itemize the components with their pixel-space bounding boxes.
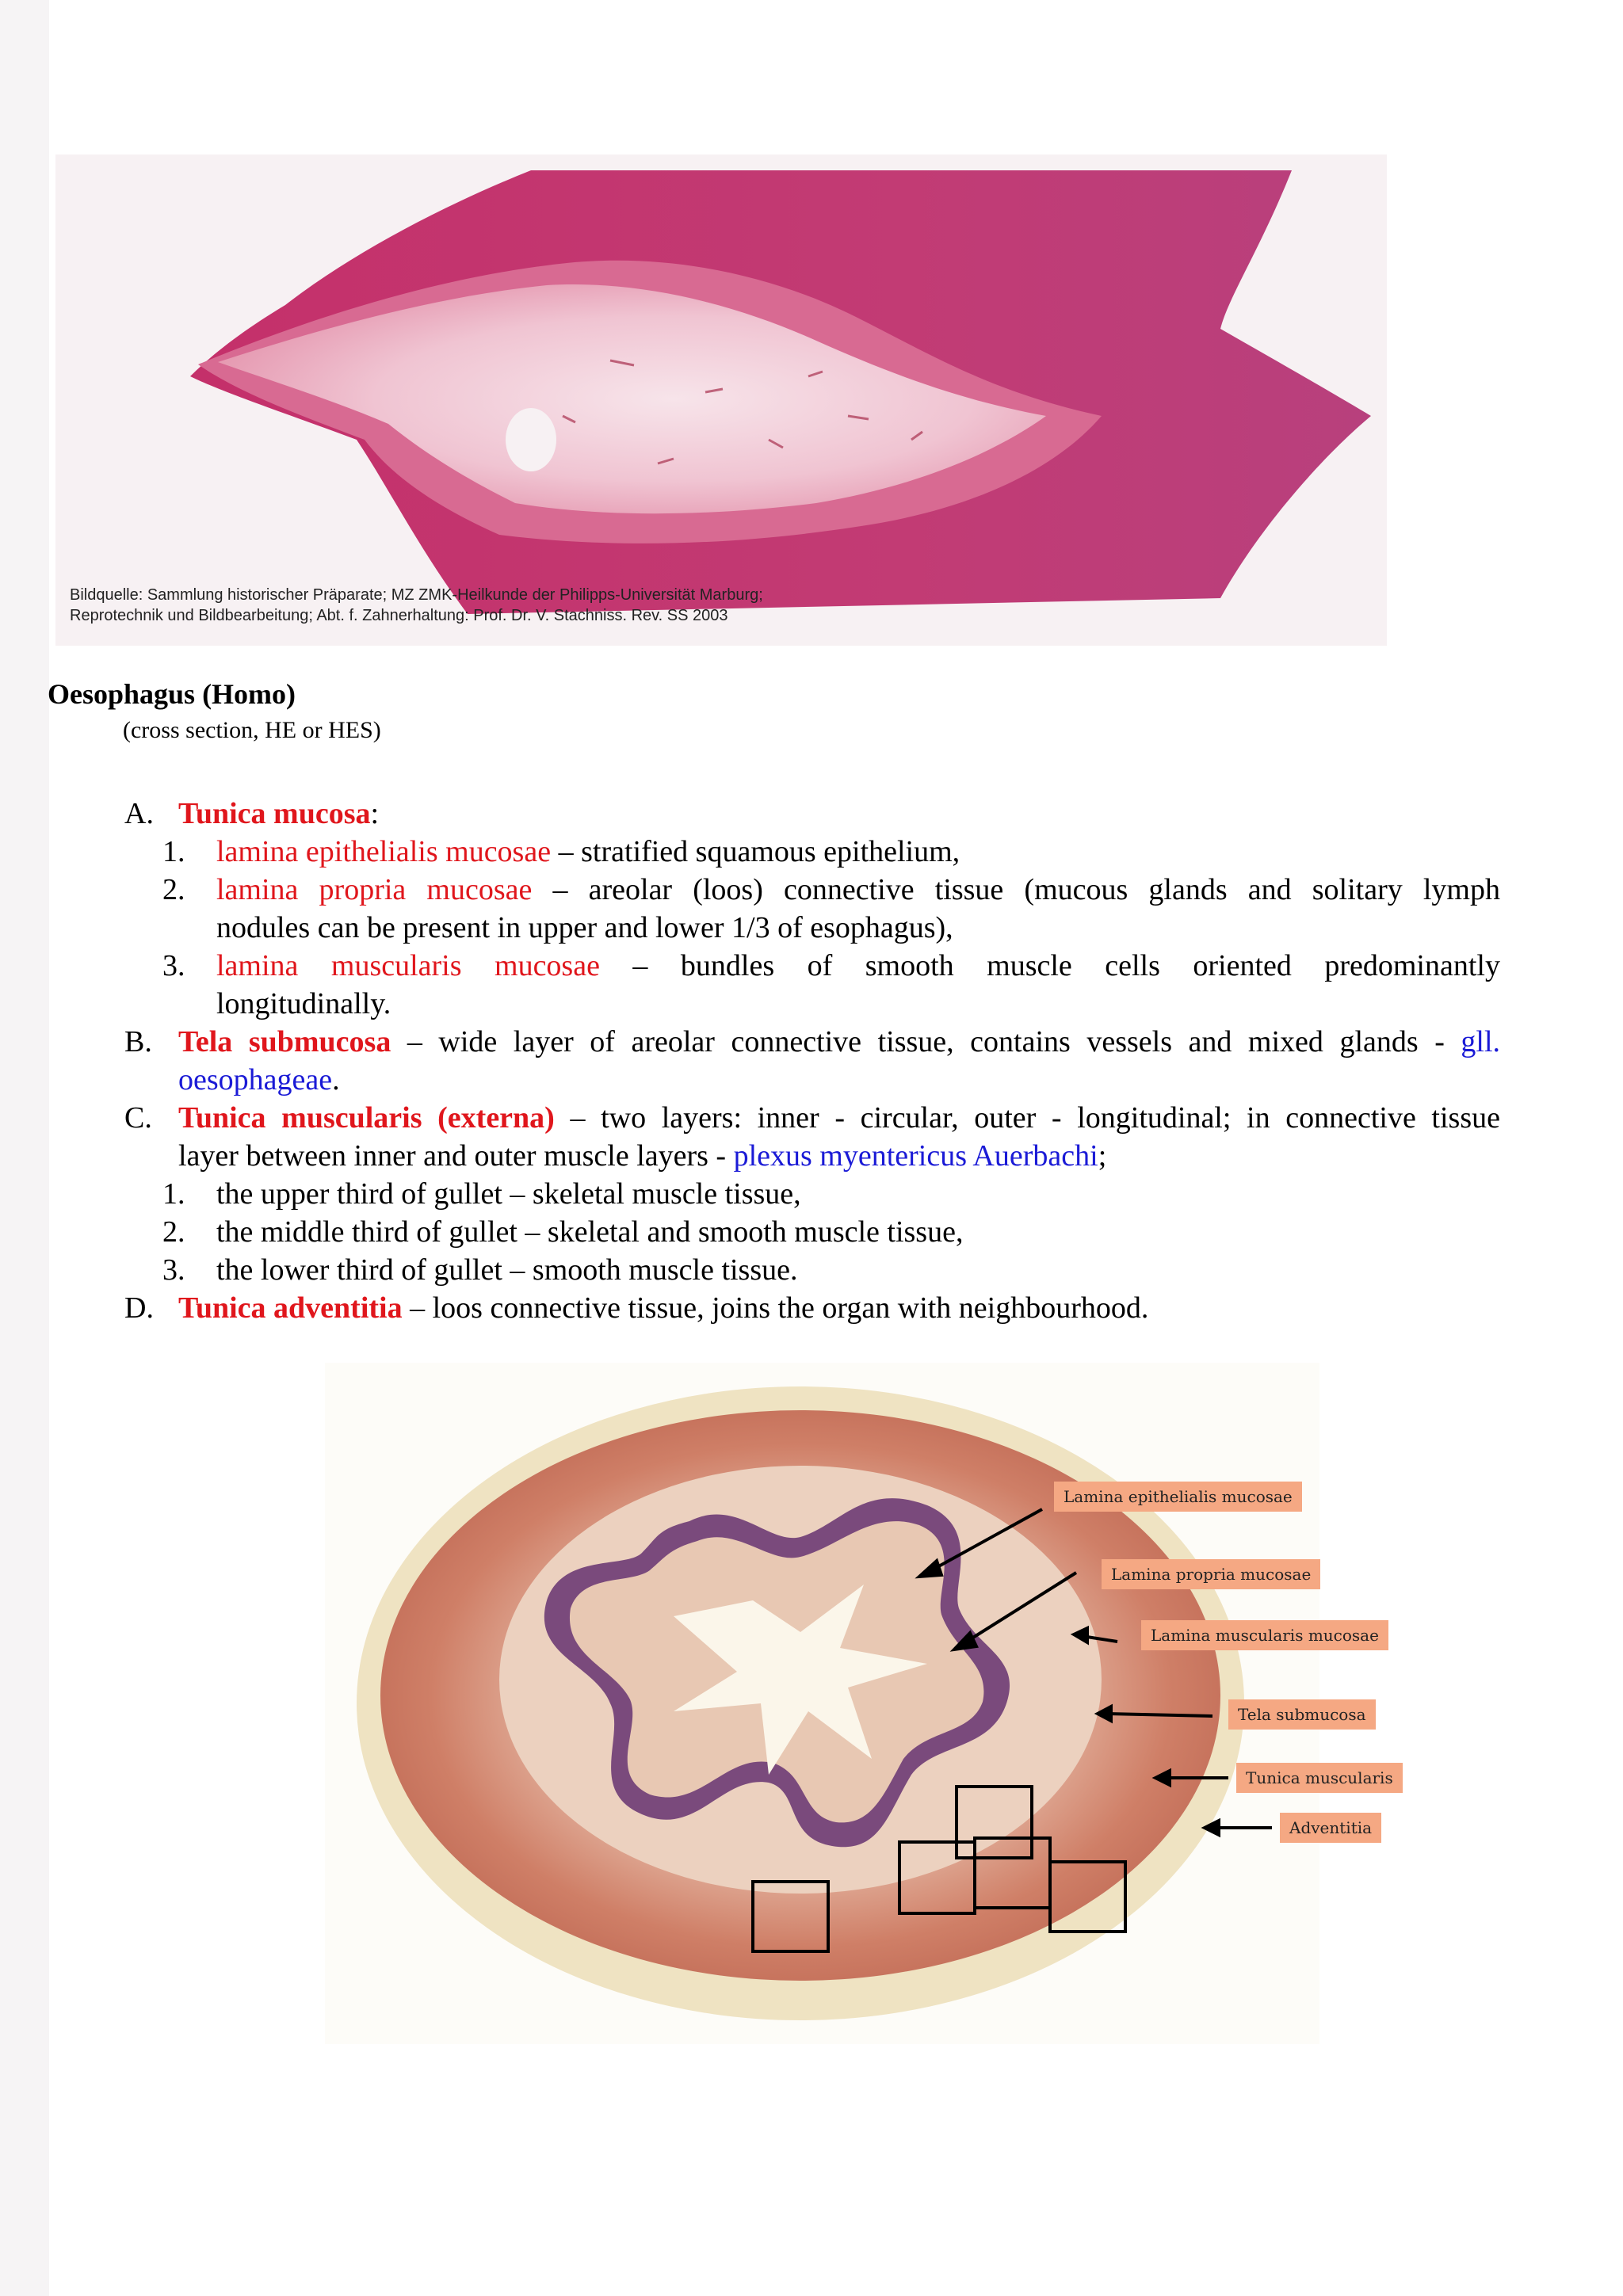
outline-marker-c3: 3. [162, 1253, 185, 1287]
outline-marker-a: A. [124, 797, 154, 830]
outline-item-c1: the upper third of gullet – skeletal muscle tissue, [216, 1177, 801, 1211]
page-title: Oesophagus (Homo) [48, 678, 296, 710]
outline-item-c3: the lower third of gullet – smooth muscle tissue. [216, 1253, 798, 1287]
outline-item-a1: lamina epithelialis mucosae – stratified squamous epithelium, [216, 835, 960, 868]
term-plexus-auerbachi: plexus myentericus Auerbachi [733, 1139, 1098, 1173]
term-oesophageae: oesophageae [178, 1063, 333, 1097]
outline-marker-c: C. [124, 1101, 152, 1135]
label-lamina-epithelialis: Lamina epithelialis mucosae [1054, 1482, 1302, 1512]
outline-marker-c2: 2. [162, 1215, 185, 1249]
term-tela-submucosa: Tela submucosa [178, 1025, 391, 1058]
outline-marker-a1: 1. [162, 835, 185, 868]
outline-marker-b: B. [124, 1025, 152, 1058]
outline-item-c2: the middle third of gullet – skeletal and smooth muscle tissue, [216, 1215, 964, 1249]
term-tunica-mucosa: Tunica mucosa [178, 797, 371, 830]
outline-item-c-cont: layer between inner and outer muscle layers - plexus myentericus Auerbachi; [178, 1139, 1107, 1173]
image-credit-line-2: Reprotechnik und Bildbearbeitung; Abt. f. Zahnerhaltung: Prof. Dr. V. Stachniss. Rev. SS 2003 [70, 607, 728, 624]
outline-item-b-cont: oesophageae. [178, 1063, 340, 1097]
label-tunica-muscularis: Tunica muscularis [1236, 1763, 1403, 1793]
term-lamina-epithelialis: lamina epithelialis mucosae [216, 835, 552, 868]
term-tunica-adventitia: Tunica adventitia [178, 1291, 403, 1325]
label-tela-submucosa: Tela submucosa [1228, 1699, 1376, 1730]
outline-marker-c1: 1. [162, 1177, 185, 1211]
outline-marker-a3: 3. [162, 949, 185, 982]
outline-item-a: Tunica mucosa: [178, 797, 380, 830]
outline-item-a2-cont: nodules can be present in upper and lower 1/3 of esophagus), [216, 911, 953, 944]
page-subtitle: (cross section, HE or HES) [123, 717, 381, 743]
label-lamina-muscularis: Lamina muscularis mucosae [1141, 1620, 1388, 1650]
outline-marker-d: D. [124, 1291, 154, 1325]
label-lamina-propria: Lamina propria mucosae [1102, 1559, 1320, 1589]
image-credit-line-1: Bildquelle: Sammlung historischer Präparate; MZ ZMK-Heilkunde der Philipps-Universität Marburg; [70, 586, 763, 604]
label-adventitia: Adventitia [1280, 1813, 1381, 1843]
outline-marker-a2: 2. [162, 873, 185, 906]
term-lamina-propria: lamina propria mucosae [216, 873, 533, 906]
page-left-margin [0, 0, 49, 2296]
outline-item-c: Tunica muscularis (externa) – two layers: inner - circular, outer - longitudinal; in connective tissue [178, 1101, 1500, 1135]
outline-item-a3-cont: longitudinally. [216, 987, 391, 1020]
outline-item-a3: lamina muscularis mucosae – bundles of smooth muscle cells oriented predominantly [216, 949, 1500, 982]
outline-item-d: Tunica adventitia – loos connective tissue, joins the organ with neighbourhood. [178, 1291, 1149, 1325]
term-tunica-muscularis: Tunica muscularis (externa) [178, 1101, 555, 1135]
cross-section-image [325, 1363, 1393, 2044]
term-lamina-muscularis: lamina muscularis mucosae [216, 949, 600, 982]
term-gll: gll. [1461, 1025, 1501, 1058]
specimen-overview-image [55, 154, 1387, 646]
outline-item-a2: lamina propria mucosae – areolar (loos) connective tissue (mucous glands and solitary lymph [216, 873, 1500, 906]
outline-item-b: Tela submucosa – wide layer of areolar connective tissue, contains vessels and mixed glands - gll. [178, 1025, 1501, 1058]
